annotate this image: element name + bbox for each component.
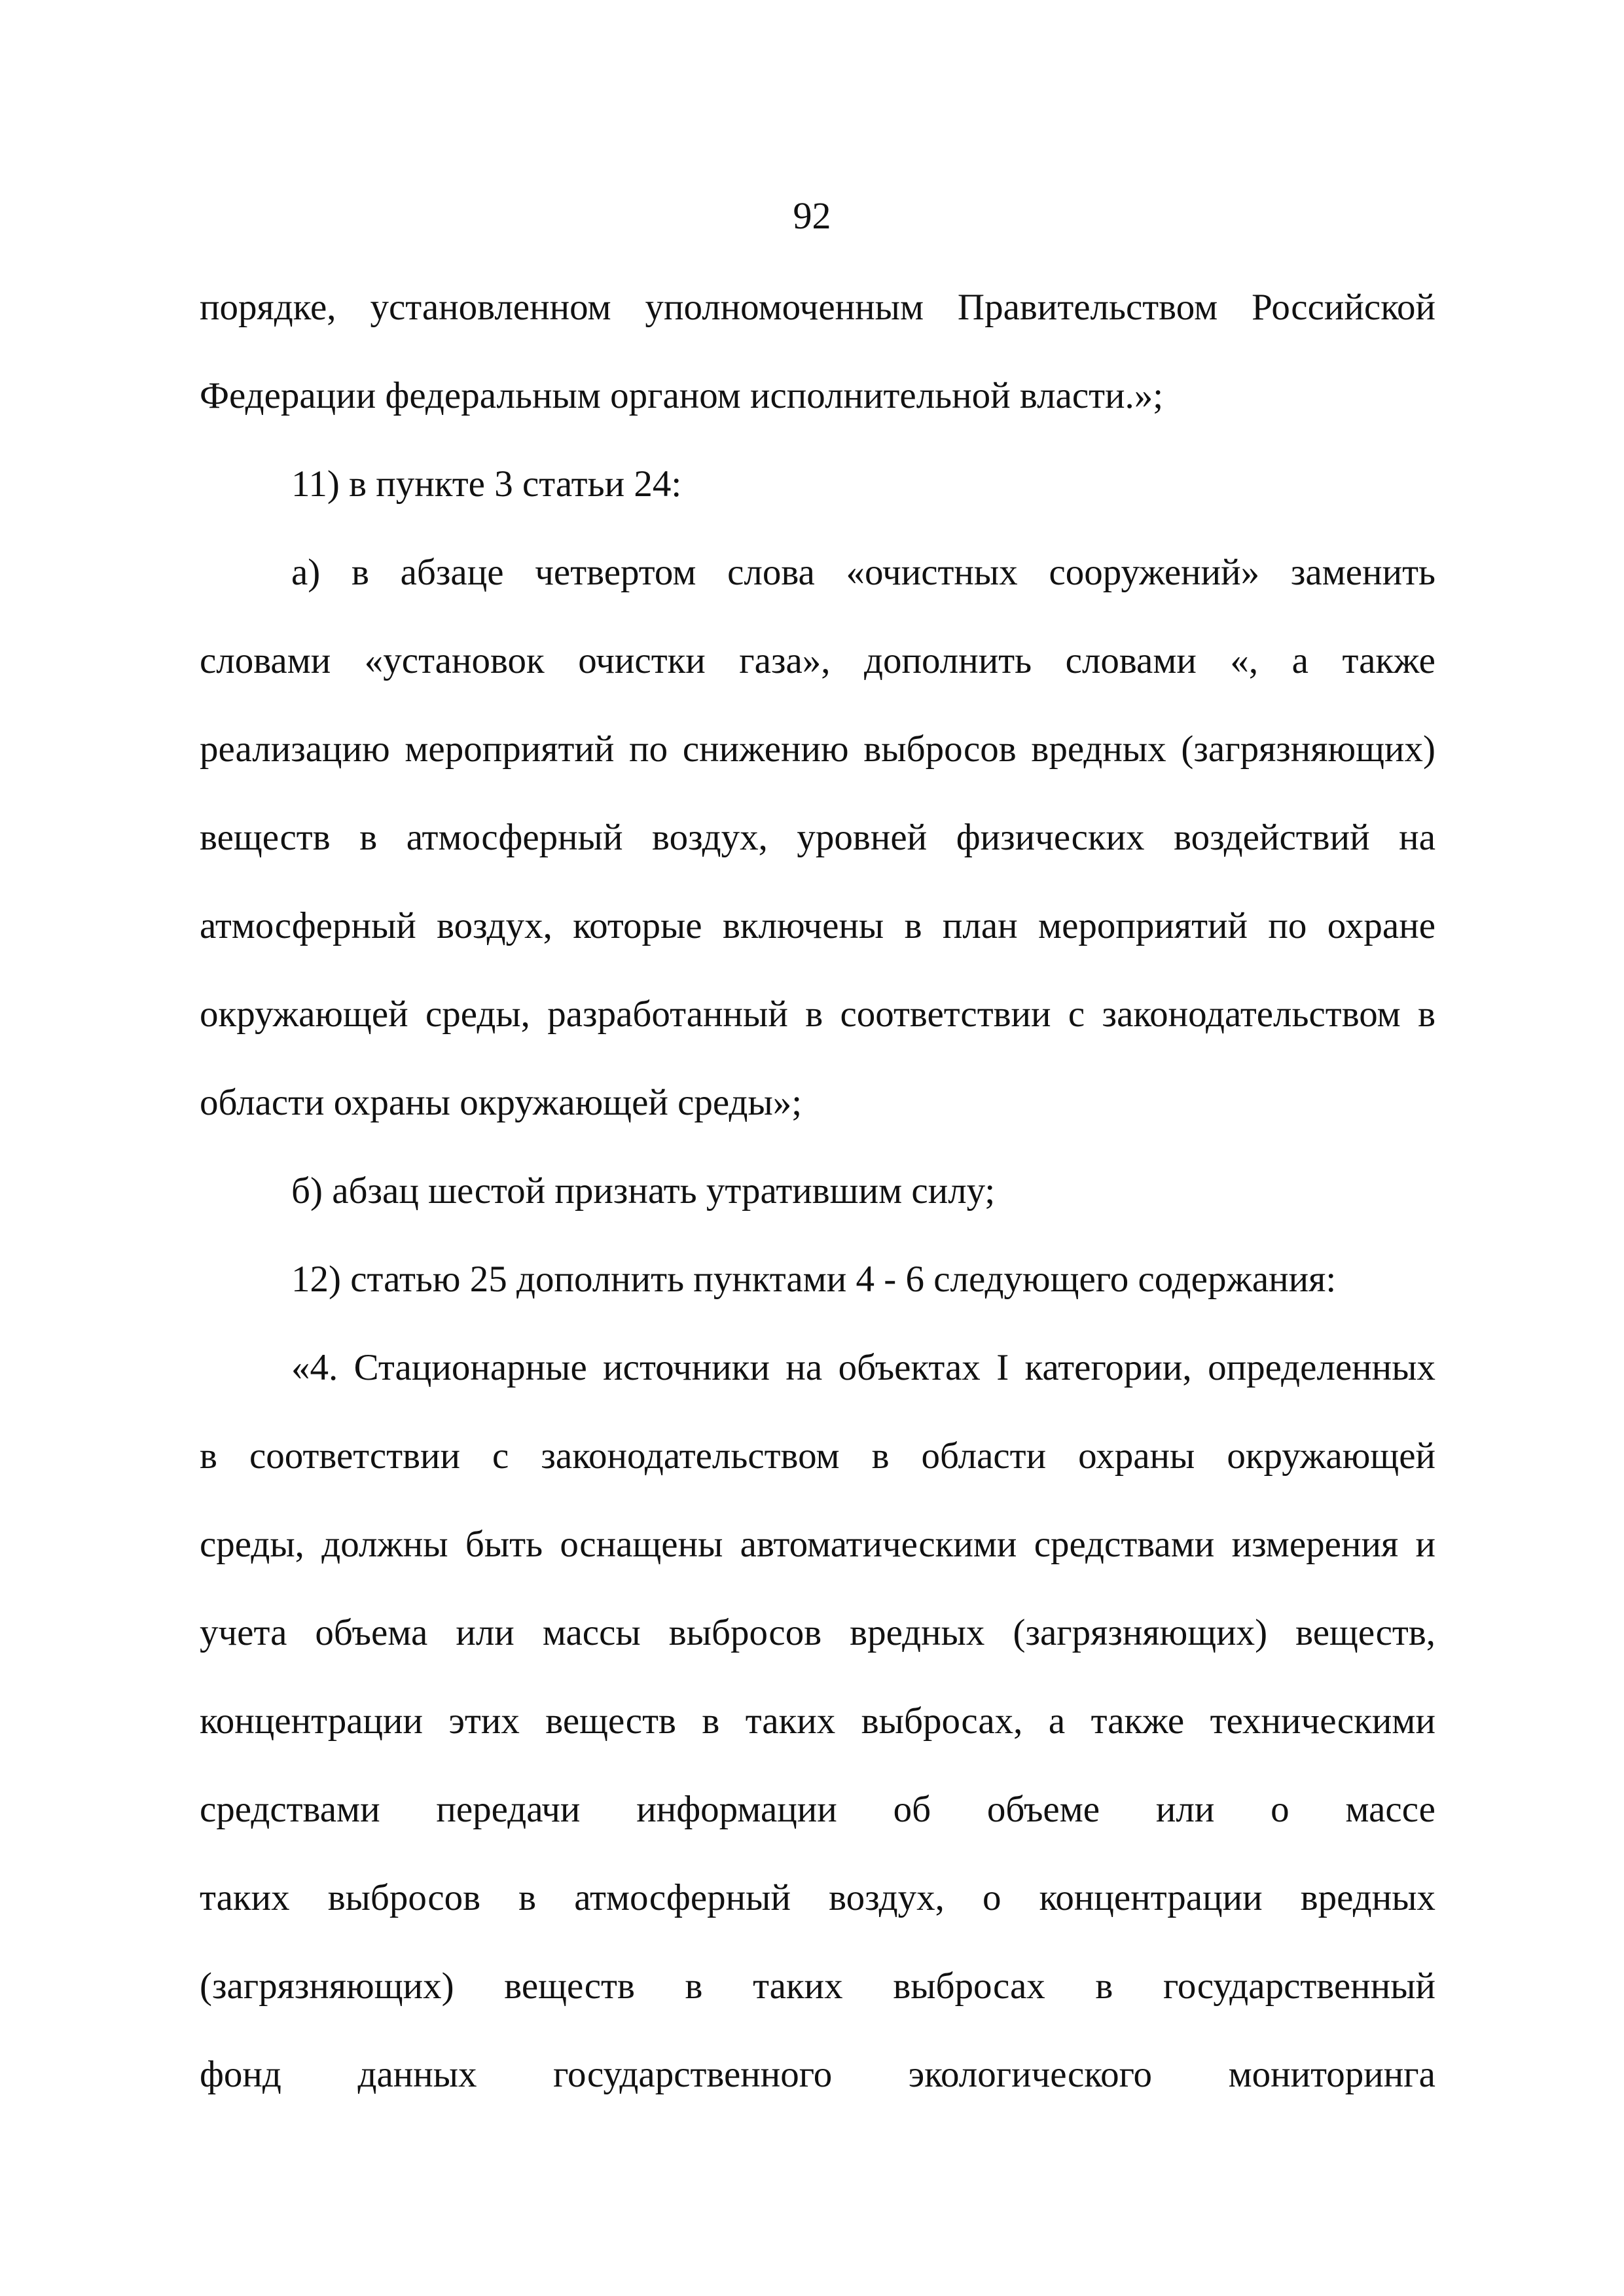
text-line: среды, должны быть оснащены автоматическими средствами измерения и: [200, 1524, 1435, 1565]
page-number: 92: [793, 194, 831, 237]
text-line: б) абзац шестой признать утратившим силу;: [291, 1170, 996, 1211]
text-line: средствами передачи информации об объеме или о массе: [200, 1789, 1435, 1830]
text-line: области охраны окружающей среды»;: [200, 1082, 803, 1123]
text-line: «4. Стационарные источники на объектах I категории, определенных: [291, 1347, 1435, 1388]
text-line: Федерации федеральным органом исполнительной власти.»;: [200, 375, 1164, 416]
text-line: концентрации этих веществ в таких выбросах, а также техническими: [200, 1700, 1435, 1742]
text-line: 11) в пункте 3 статьи 24:: [291, 463, 682, 505]
text-line: 12) статью 25 дополнить пунктами 4 - 6 следующего содержания:: [291, 1259, 1337, 1300]
text-line: атмосферный воздух, которые включены в план мероприятий по охране: [200, 905, 1435, 946]
text-line: таких выбросов в атмосферный воздух, о концентрации вредных: [200, 1877, 1435, 1918]
text-line: окружающей среды, разработанный в соответствии с законодательством в: [200, 994, 1435, 1035]
text-line: словами «установок очистки газа», дополнить словами «, а также: [200, 640, 1435, 681]
text-line: реализацию мероприятий по снижению выбросов вредных (загрязняющих): [200, 728, 1435, 770]
text-line: порядке, установленном уполномоченным Правительством Российской: [200, 287, 1435, 328]
text-line: веществ в атмосферный воздух, уровней физических воздействий на: [200, 817, 1435, 858]
text-line: а) в абзаце четвертом слова «очистных сооружений» заменить: [291, 552, 1435, 593]
text-line: фонд данных государственного экологического мониторинга: [200, 2054, 1435, 2095]
text-line: учета объема или массы выбросов вредных (загрязняющих) веществ,: [200, 1612, 1435, 1653]
text-line: в соответствии с законодательством в области охраны окружающей: [200, 1435, 1435, 1477]
text-line: (загрязняющих) веществ в таких выбросах в государственный: [200, 1965, 1435, 2007]
